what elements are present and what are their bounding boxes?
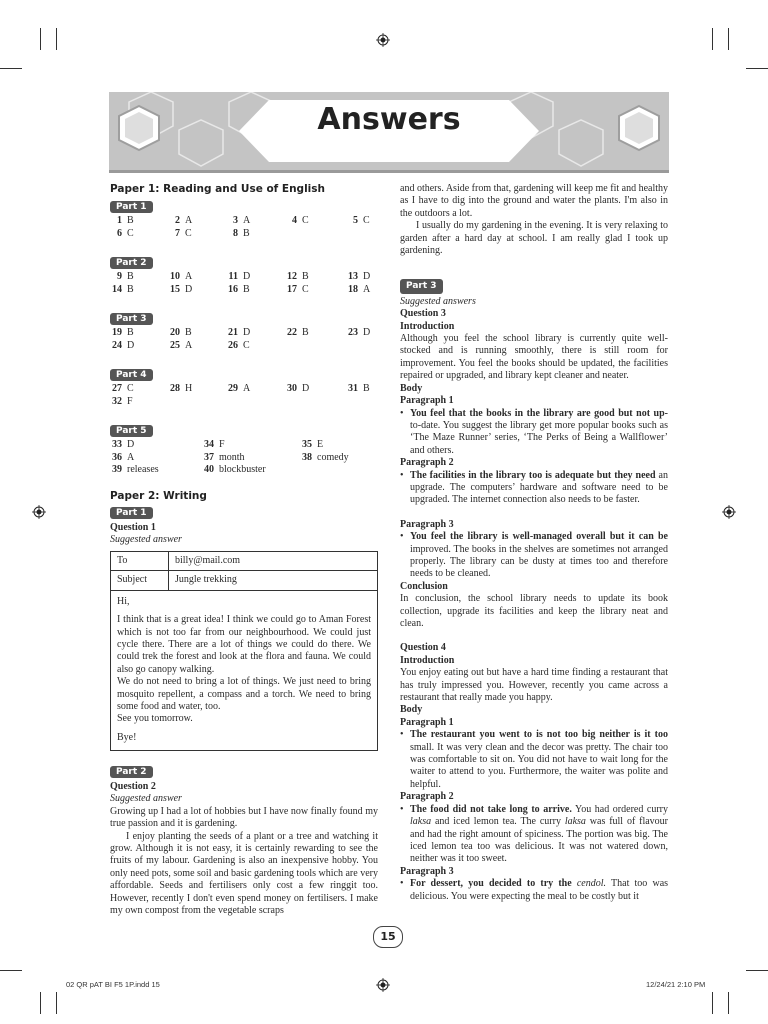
answer-item <box>110 327 134 340</box>
answer-grid <box>110 383 376 408</box>
answer-grid <box>110 215 376 240</box>
question-number: 20 <box>170 327 180 338</box>
answer-item <box>110 271 134 284</box>
question-number: 5 <box>353 215 358 226</box>
answer-value: D <box>363 271 371 282</box>
question-number: 40 <box>204 464 214 475</box>
question-number: 21 <box>228 327 238 338</box>
bullet-item: • The food did not take long to arrive. You had ordered curry laksa and iced lemon tea. The curry laksa was full of flavour and had the right amount of spiciness. The portion was big. The iced lemon tea too was delicious. It was not watered down, neither was it too sweet. <box>400 804 668 866</box>
answer-value: releases <box>127 464 159 475</box>
question-label: Question 3 <box>400 308 446 320</box>
answer-value: B <box>243 283 250 295</box>
crop-mark <box>56 992 57 1014</box>
email-paragraph: We do not need to bring a lot of things. We just need to bring mosquito repellent, a compass and a torch. We need to bring some food and water, too. <box>117 676 371 713</box>
page-number: 15 <box>373 926 403 948</box>
paragraph-label: Paragraph 1 <box>400 395 454 407</box>
question-number: 9 <box>117 271 122 282</box>
answer-item <box>168 228 192 241</box>
essay-paragraph: You enjoy eating out but have a hard time finding a restaurant that has truly impressed you. However, recently you came across a restaurant that really made you happy. <box>400 667 668 704</box>
answer-item <box>300 439 323 452</box>
email-subject-row <box>111 571 378 590</box>
part-badge: Part 3 <box>110 313 153 325</box>
answer-item <box>110 439 134 452</box>
answer-item <box>226 215 250 228</box>
essay-paragraph: Although you feel the school library is currently quite well-stocked and is running smoothly, there is still room for improvement. You feel the books should be updated, the facilities repaired or upgraded, and library kept cleaner and neater. <box>400 333 668 382</box>
question-number: 25 <box>170 339 180 351</box>
question-number: 6 <box>117 227 122 239</box>
answer-item <box>168 383 192 396</box>
question-number: 38 <box>302 451 312 463</box>
answer-value: C <box>243 339 250 351</box>
question-number: 13 <box>348 271 358 282</box>
essay-paragraph: In conclusion, the school library needs to update its book collection, upgrade its facilities and keep the library neat and clean. <box>400 593 668 629</box>
question-label: Question 2 <box>110 781 156 792</box>
answer-row <box>110 271 376 284</box>
answer-item <box>110 340 134 353</box>
email-closing: Bye! <box>117 731 137 743</box>
answer-value: D <box>127 339 135 351</box>
question-number: 2 <box>175 215 180 226</box>
answer-value: D <box>127 439 135 450</box>
crop-mark <box>0 68 22 69</box>
answer-item <box>226 383 250 396</box>
crop-mark <box>728 992 729 1014</box>
question-number: 16 <box>228 283 238 295</box>
suggested-answer-label: Suggested answer <box>110 534 182 545</box>
part2-answer <box>110 781 378 917</box>
answer-item <box>168 340 192 353</box>
answer-value: B <box>302 271 309 282</box>
part-badge: Part 5 <box>110 425 153 437</box>
question-number: 31 <box>348 383 358 394</box>
question-number: 12 <box>287 271 297 282</box>
answer-item <box>346 383 370 396</box>
crop-mark <box>746 68 768 69</box>
question-number: 11 <box>228 271 238 282</box>
paragraph-label: Paragraph 1 <box>400 716 454 728</box>
answer-value: C <box>127 227 134 239</box>
answer-value: A <box>243 215 251 226</box>
question-number: 10 <box>170 271 180 282</box>
answer-value: A <box>185 215 193 226</box>
question-number: 37 <box>204 451 214 463</box>
question-number: 39 <box>112 464 122 475</box>
answer-item <box>285 215 309 228</box>
question-number: 24 <box>112 339 122 351</box>
email-subject-value: Jungle trekking <box>169 571 378 590</box>
question-number: 19 <box>112 327 122 338</box>
part-badge: Part 1 <box>110 507 153 519</box>
paper2-heading: Paper 2: Writing <box>110 490 207 502</box>
answer-value: comedy <box>317 451 349 463</box>
essay-paragraph: and others. Aside from that, gardening will keep me fit and healthy as I have to dig into the ground and water the plants. I'm also in the outdoors a lot. <box>400 183 668 219</box>
bullet-item: • The restaurant you went to is not too big neither is it too small. It was very clean and the decor was pretty. The chair too was comfortable to sit on. You did not have to wait long for the waiter to attend to you. Furthermore, the waiter was polite and helpful. <box>400 729 668 791</box>
answer-item <box>346 215 370 228</box>
answer-value: F <box>127 395 133 407</box>
answer-value: H <box>185 383 193 394</box>
question-number: 32 <box>112 395 122 407</box>
answer-row <box>110 327 376 340</box>
question-number: 22 <box>287 327 297 338</box>
answer-value: A <box>243 383 251 394</box>
essay-paragraph: Growing up I had a lot of hobbies but I have now finally found my true passion and it is gardening. <box>110 805 378 830</box>
crop-mark <box>56 28 57 50</box>
section-label: Body <box>400 704 423 716</box>
suggested-answer-label: Suggested answer <box>110 793 182 805</box>
answer-row <box>110 340 376 353</box>
question-number: 7 <box>175 227 180 239</box>
answer-item <box>110 284 134 297</box>
answer-item <box>110 396 133 409</box>
part-badge: Part 1 <box>110 201 153 213</box>
answer-value: B <box>127 271 134 282</box>
answer-item <box>168 271 192 284</box>
paper1-heading: Paper 1: Reading and Use of English <box>110 183 325 195</box>
answer-value: A <box>185 271 193 282</box>
section-label: Introduction <box>400 654 455 666</box>
answer-value: C <box>185 227 192 239</box>
answer-item <box>110 228 134 241</box>
answer-row <box>110 464 376 477</box>
question-label: Question 1 <box>110 522 156 533</box>
answer-value: A <box>185 339 193 351</box>
bullet-item: • You feel the library is well-managed overall but it can be improved. The books in the shelves are sometimes not arranged properly. The library can be dusty at times too and therefore needs to be cleaned. <box>400 531 668 581</box>
registration-mark-icon <box>32 505 46 519</box>
answer-item <box>226 327 250 340</box>
email-signoff: See you tomorrow. <box>117 713 193 725</box>
email-to-value: billy@mail.com <box>169 552 378 571</box>
email-to-label: To <box>111 552 169 571</box>
answer-item <box>285 271 309 284</box>
question-number: 34 <box>204 439 214 450</box>
answer-value: A <box>127 451 135 463</box>
answer-grid <box>110 439 376 477</box>
question-number: 8 <box>233 227 238 239</box>
section-label: Body <box>400 382 423 394</box>
question-number: 1 <box>117 215 122 226</box>
answer-row <box>110 439 376 452</box>
registration-mark-icon <box>722 505 736 519</box>
part-badge: Part 4 <box>110 369 153 381</box>
question-number: 26 <box>228 339 238 351</box>
answer-value: B <box>185 327 192 338</box>
answer-value: month <box>219 451 245 463</box>
answer-item <box>226 228 250 241</box>
question-number: 4 <box>292 215 297 226</box>
answer-value: D <box>243 327 251 338</box>
answer-value: C <box>302 283 309 295</box>
answer-item <box>285 327 309 340</box>
answer-item <box>168 215 192 228</box>
answer-value: C <box>302 215 309 226</box>
right-column <box>400 183 668 903</box>
page-title: Answers <box>317 102 461 137</box>
email-to-row <box>111 552 378 571</box>
suggested-answer-label: Suggested answers <box>400 295 476 307</box>
answer-row <box>110 383 376 396</box>
question-number: 17 <box>287 283 297 295</box>
answer-value: C <box>127 383 134 394</box>
answer-item <box>202 439 225 452</box>
crop-mark <box>40 992 41 1014</box>
essay-paragraph: I enjoy planting the seeds of a plant or a tree and watching it grow. Although it is not easy, it is certainly rewarding to see the fruits of my labour. Gardening is also an inexpensive hobby. You only need pots, some soil and basic gardening tools which are very affordable. Seeds and fertilisers only cost a few ringgit too. However, recently I don't even spend money on fertilisers. I make my own compost from the vegetable scraps <box>110 830 378 917</box>
answer-row <box>110 284 376 297</box>
answer-item <box>300 452 349 465</box>
crop-mark <box>728 28 729 50</box>
answer-value: B <box>302 327 309 338</box>
answer-item <box>346 327 370 340</box>
answer-item <box>202 452 245 465</box>
question-number: 18 <box>348 283 358 295</box>
answer-value: D <box>363 327 371 338</box>
question-label: Question 4 <box>400 642 446 654</box>
answer-row <box>110 228 376 241</box>
answer-grid <box>110 271 376 296</box>
answer-value: B <box>243 227 250 239</box>
essay-paragraph: I usually do my gardening in the evening. It is very relaxing to garden after a hard day at school. I am really glad I took up gardening. <box>400 220 668 257</box>
crop-mark <box>746 970 768 971</box>
email-subject-label: Subject <box>111 571 169 590</box>
bullet-item: • You feel that the books in the library are good but not up- to-date. You suggest the library get more popular books such as ‘The Maze Runner’ series, ‘The Perks of Being a Wallflower’ and others. <box>400 408 668 458</box>
answer-item <box>110 452 134 465</box>
paragraph-label: Paragraph 3 <box>400 865 454 877</box>
answer-item <box>226 271 250 284</box>
crop-mark <box>0 970 22 971</box>
answer-value: B <box>127 283 134 295</box>
question-number: 3 <box>233 215 238 226</box>
question-number: 35 <box>302 439 312 450</box>
email-paragraph: I think that is a great idea! I think we could go to Aman Forest which is not too far from our neighbourhood. We could just cycle there. There are a lot of things we could do there. We could trek the forest and look at the flora and fauna. We could also go canopy walking. <box>117 614 371 675</box>
answer-value: D <box>243 271 251 282</box>
answer-item <box>168 327 192 340</box>
registration-mark-icon <box>376 978 390 992</box>
part-badge: Part 3 <box>400 279 443 293</box>
question-number: 36 <box>112 451 122 463</box>
crop-mark <box>40 28 41 50</box>
question-number: 30 <box>287 383 297 394</box>
answer-row <box>110 452 376 465</box>
paragraph-label: Paragraph 3 <box>400 518 454 530</box>
question-number: 27 <box>112 383 122 394</box>
section-label: Conclusion <box>400 580 448 592</box>
crop-mark <box>712 28 713 50</box>
answer-item <box>226 340 250 353</box>
answer-value: B <box>363 383 370 394</box>
question-number: 28 <box>170 383 180 394</box>
answer-item <box>202 464 266 477</box>
email-greeting: Hi, <box>117 595 130 607</box>
email-table <box>110 551 378 751</box>
answer-value: C <box>363 215 370 226</box>
answer-item <box>110 383 134 396</box>
question-number: 15 <box>170 283 180 295</box>
answer-value: A <box>363 283 371 295</box>
answer-item <box>168 284 192 297</box>
question-number: 29 <box>228 383 238 394</box>
answers-banner <box>109 92 669 173</box>
question-number: 33 <box>112 439 122 450</box>
answer-grid <box>110 327 376 352</box>
paragraph-label: Paragraph 2 <box>400 457 454 469</box>
print-timestamp: 12/24/21 2:10 PM <box>646 980 706 989</box>
registration-mark-icon <box>376 33 390 47</box>
answer-value: blockbuster <box>219 464 266 475</box>
answer-row <box>110 215 376 228</box>
answer-item <box>346 271 370 284</box>
email-body <box>111 590 378 750</box>
section-label: Introduction <box>400 320 455 332</box>
answer-item <box>226 284 250 297</box>
question-number: 14 <box>112 283 122 295</box>
bullet-item: • For dessert, you decided to try the cendol. That too was delicious. You were expecting the meal to be costly but it <box>400 878 668 903</box>
question-number: 23 <box>348 327 358 338</box>
answer-item <box>110 215 134 228</box>
answer-value: E <box>317 439 324 450</box>
answer-item <box>346 284 370 297</box>
answer-value: B <box>127 215 134 226</box>
answer-item <box>285 383 309 396</box>
answer-value: F <box>219 439 225 450</box>
file-slug: 02 QR pAT BI F5 1P.indd 15 <box>66 980 160 989</box>
answer-item <box>285 284 309 297</box>
paragraph-label: Paragraph 2 <box>400 791 454 803</box>
answer-item <box>110 464 159 477</box>
part-badge: Part 2 <box>110 766 153 778</box>
part-badge: Part 2 <box>110 257 153 269</box>
answer-value: D <box>302 383 310 394</box>
answer-value: D <box>185 283 193 295</box>
bullet-item: • The facilities in the library too is adequate but they need an upgrade. The computers’ hardware and software need to be upgraded. The internet connection also needs to be faster. <box>400 470 668 507</box>
answer-value: B <box>127 327 134 338</box>
crop-mark <box>712 992 713 1014</box>
answer-row <box>110 396 376 409</box>
